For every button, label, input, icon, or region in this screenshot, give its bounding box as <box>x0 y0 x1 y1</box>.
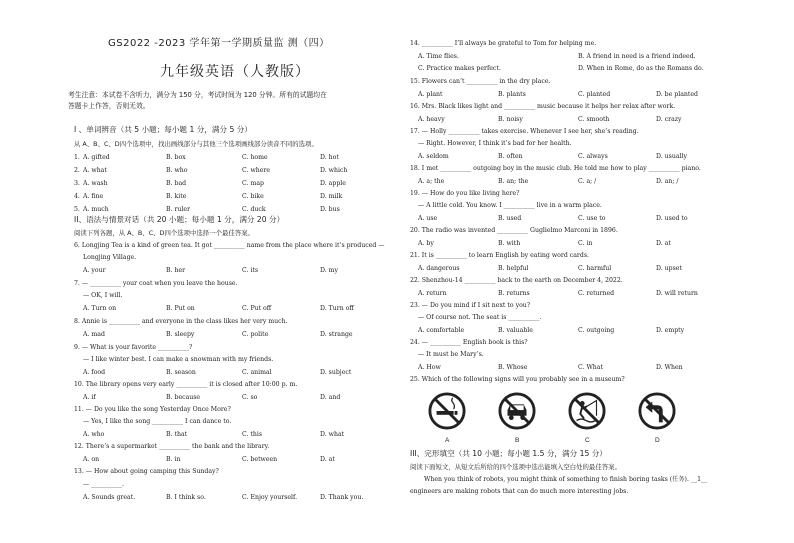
question-6-stem-cont: Longjing Village. <box>83 254 137 261</box>
option-c: C. duck <box>242 206 266 213</box>
question-24-options <box>418 364 736 372</box>
option-d: D. When <box>656 364 683 371</box>
option-b: B. helpful <box>498 265 529 272</box>
option-b: B. used <box>498 215 522 222</box>
option-d: D. at <box>320 456 335 463</box>
option-a: A. How <box>418 364 441 371</box>
option-c: C. Enjoy yourself. <box>242 494 298 501</box>
option-d: D. Turn off <box>320 305 354 312</box>
sign-label-c: C <box>585 437 590 444</box>
question-13-options <box>83 494 403 502</box>
question-23-reply: — Of course not. The seat is __________. <box>418 314 542 321</box>
option-c: C. polite <box>242 331 269 338</box>
option-c: C. planted <box>578 91 611 98</box>
option-c: C. where <box>242 167 271 174</box>
question-8-options <box>83 331 403 339</box>
option-a: A. gifted <box>83 154 110 161</box>
exam-title-line1: GS2022 -2023 学年第一学期质量监 测（四） <box>108 38 330 49</box>
option-c: C. its <box>242 267 259 274</box>
option-d: D. subject <box>320 369 352 376</box>
option-b: B. returns <box>498 290 530 297</box>
option-b: B. Whose <box>498 364 528 371</box>
option-a: A. Turn on <box>83 305 117 312</box>
option-a: A. wash <box>83 180 108 187</box>
question-1: 1. A. gifted B. box C. home D. hot <box>74 154 339 161</box>
question-7-reply: — OK, I will. <box>83 292 123 299</box>
section2-title: II、语法与情景对话（共 20 小题；每小题 1 分，满分 20 分） <box>74 215 285 224</box>
option-b: B. plants <box>498 91 526 98</box>
question-14-stem: 14. __________ I’ll always be grateful to Tom for helping me. <box>410 40 597 47</box>
option-a: A. who <box>83 431 105 438</box>
option-d: D. Thank you. <box>320 494 364 501</box>
question-18-options <box>418 178 736 186</box>
option-b: B. sleepy <box>166 331 195 338</box>
option-d: D. what <box>320 431 345 438</box>
option-d: D. apple <box>320 180 346 187</box>
question-2: 2. A. what B. who C. where D. which <box>74 167 348 174</box>
no-fishing-sign-icon <box>568 392 606 430</box>
question-17-stem: 17. — Holly __________ takes exercise. Whenever I see her, she’s reading. <box>410 128 639 135</box>
question-22-stem: 22. Shenzhou-14 __________ back to the earth on December 4, 2022. <box>410 277 623 284</box>
question-3: 3. A. wash B. bad C. map D. apple <box>74 180 346 187</box>
option-d: D. used to <box>656 215 688 222</box>
question-4: 4. A. fine B. kite C. bike D. milk <box>74 193 343 200</box>
question-21-stem: 21. It is __________ to learn English by eating word cards. <box>410 252 589 259</box>
question-8-stem: 8. Annie is __________ and everyone in the class likes her very much. <box>74 318 288 325</box>
option-c: C. use to <box>578 215 606 222</box>
option-a: A. comfortable <box>418 327 465 334</box>
sign-label-d: D <box>655 437 660 444</box>
question-15-stem: 15. Flowers can’t __________ in the dry place. <box>410 78 551 85</box>
option-d: D. which <box>320 167 348 174</box>
option-c: C. outgoing <box>578 327 615 334</box>
no-cars-sign-icon <box>498 392 536 430</box>
option-d: D. will return <box>656 290 698 297</box>
option-d: D. milk <box>320 193 343 200</box>
question-15-options <box>418 91 736 99</box>
option-c: C. animal <box>242 369 272 376</box>
option-c: C. Practice makes perfect. <box>418 65 501 72</box>
option-b: B. often <box>498 153 523 160</box>
notice-line2: 答题卡上作答，否则无效。 <box>68 102 150 110</box>
question-24-stem: 24. — __________ English book is this? <box>410 339 528 346</box>
option-a: A. your <box>83 267 106 274</box>
question-9-stem: 9. — What is your favorite __________? <box>74 344 193 351</box>
option-b: B. Put on <box>166 305 195 312</box>
option-a: A. heavy <box>418 116 445 123</box>
question-13-reply: — __________. <box>83 481 125 488</box>
option-c: C. a; / <box>578 178 597 185</box>
question-6-stem: 6. Longjing Tea is a kind of green tea. It got __________ name from the place where it’s produced — <box>74 242 385 249</box>
option-c: C. returned <box>578 290 615 297</box>
option-b: B. because <box>166 394 201 401</box>
option-d: D. upset <box>656 265 682 272</box>
exam-title-line2: 九年级英语（人教版） <box>160 64 310 80</box>
option-a: A. Sounds great. <box>83 494 136 501</box>
option-c: C. home <box>242 154 268 161</box>
option-d: D. my <box>320 267 339 274</box>
option-c: C. this <box>242 431 263 438</box>
option-a: A. by <box>418 240 434 247</box>
option-c: C. smooth <box>578 116 610 123</box>
option-a: A. what <box>83 167 107 174</box>
option-b: B. that <box>166 431 188 438</box>
question-10-stem: 10. The library opens very early __________ it is closed after 10:00 p. m. <box>74 381 298 388</box>
question-10-options <box>83 394 403 402</box>
option-c: C. between <box>242 456 278 463</box>
option-c: C. map <box>242 180 264 187</box>
option-b: B. her <box>166 267 186 274</box>
option-d: D. crazy <box>656 116 682 123</box>
option-a: A. food <box>83 369 106 376</box>
question-20-options <box>418 240 736 248</box>
question-11-reply: — Yes, I like the song __________ I can dance to. <box>83 418 232 425</box>
question-17-reply: — Right. However, I think it’s bad for her health. <box>418 140 572 147</box>
section3-title: III、完形填空（共 10 小题；每小题 1.5 分，满分 15 分） <box>410 449 607 458</box>
question-17-options <box>418 153 736 161</box>
option-d: D. and <box>320 394 341 401</box>
passage-line1: When you think of robots, you might think of something to finish boring tasks (任务). __1__ <box>424 476 708 483</box>
section3-instruction: 阅读下面短文，从短文后所给的四个选项中选出能填入空白处的最佳答案。 <box>410 463 621 471</box>
option-b: B. season <box>166 369 196 376</box>
question-18-stem: 18. I met __________ outgoing boy in the music club. He told me how to play __________ piano. <box>410 165 701 172</box>
question-9-reply: — I like winter best. I can make a snowman with my friends. <box>83 356 274 363</box>
option-a: A. use <box>418 215 438 222</box>
option-b: B. A friend in need is a friend indeed. <box>578 53 696 60</box>
option-c: C. in <box>578 240 593 247</box>
question-20-stem: 20. The radio was invented __________ Guglielmo Marconi in 1896. <box>410 227 618 234</box>
option-a: A. mad <box>83 331 105 338</box>
option-b: B. who <box>166 167 188 174</box>
question-11-options <box>83 431 403 439</box>
option-a: A. on <box>83 456 100 463</box>
no-smoking-sign-icon <box>428 392 466 430</box>
question-22-options <box>418 290 736 298</box>
option-d: D. When in Rome, do as the Romans do. <box>578 65 704 72</box>
question-23-stem: 23. — Do you mind if I sit next to you? <box>410 302 531 309</box>
question-19-stem: 19. — How do you like living here? <box>410 190 520 197</box>
question-16-stem: 16. Mrs. Black likes light and __________ music because it helps her relax after work. <box>410 103 676 110</box>
question-19-reply: — A little cold. You know. I __________ live in a warm place. <box>418 202 602 209</box>
option-b: B. in <box>166 456 181 463</box>
question-9-options <box>83 369 403 377</box>
question-25-stem: 25. Which of the following signs will you probably see in a museum? <box>410 376 625 383</box>
option-a: A. a; the <box>418 178 445 185</box>
option-d: D. usually <box>656 153 687 160</box>
question-14-options-ab <box>418 53 736 61</box>
option-d: D. empty <box>656 327 685 334</box>
sign-label-b: B <box>515 437 520 444</box>
question-21-options <box>418 265 736 273</box>
notice-line1: 考生注意：本试卷不含听力，满分为 150 分，考试时间为 120 分钟。所有的试题均在 <box>68 91 327 99</box>
option-d: D. an; / <box>656 178 679 185</box>
question-7-options <box>83 305 403 313</box>
option-a: A. if <box>83 394 96 401</box>
option-b: B. ruler <box>166 206 191 213</box>
question-23-options <box>418 327 736 335</box>
option-d: D. hot <box>320 154 339 161</box>
sign-label-a: A <box>445 437 450 444</box>
option-d: D. be planted <box>656 91 698 98</box>
option-c: C. bike <box>242 193 264 200</box>
option-a: A. Time flies. <box>418 53 459 60</box>
no-left-turn-sign-icon <box>638 392 676 430</box>
question-11-stem: 11. — Do you like the song Yesterday Once More? <box>74 406 231 413</box>
option-a: A. seldom <box>418 153 449 160</box>
option-b: B. with <box>498 240 521 247</box>
option-d: D. bus <box>320 206 340 213</box>
option-c: C. always <box>578 153 608 160</box>
option-d: D. strange <box>320 331 353 338</box>
option-a: A. plant <box>418 91 443 98</box>
section1-title: I 、单词辨音（共 5 小题；每小题 1 分，满分 5 分） <box>74 125 252 134</box>
question-5: 5. A. much B. ruler C. duck D. bus <box>74 206 340 213</box>
option-a: A. dangerous <box>418 265 460 272</box>
option-c: C. so <box>242 394 258 401</box>
question-6-options <box>83 267 403 275</box>
question-7-stem: 7. — __________ your coat when you leave the house. <box>74 280 238 287</box>
question-12-options <box>83 456 403 464</box>
section2-instruction: 阅读下列各题，从 A、B、C、D四个选项中选择一个最佳答案。 <box>74 229 254 237</box>
option-b: B. valuable <box>498 327 533 334</box>
option-d: D. at <box>656 240 671 247</box>
question-14-options-cd <box>418 65 736 73</box>
question-12-stem: 12. There’s a supermarket __________ the bank and the library. <box>74 443 270 450</box>
question-16-options <box>418 116 736 124</box>
option-b: B. I think so. <box>166 494 206 501</box>
option-c: C. harmful <box>578 265 612 272</box>
option-c: C. Put off <box>242 305 272 312</box>
question-24-reply: — It must be Mary’s. <box>418 351 484 358</box>
question-19-options <box>418 215 736 223</box>
option-c: C. What <box>578 364 603 371</box>
option-a: A. return <box>418 290 447 297</box>
passage-line2: engineers are making robots that can do much more interesting jobs. <box>410 488 629 495</box>
option-b: B. noisy <box>498 116 523 123</box>
section1-instruction: 从 A、B、C、D四个选项中，找出画线部分与其他三个选项画线部分读音不同的选项。 <box>74 140 318 148</box>
option-b: B. an; the <box>498 178 529 185</box>
option-a: A. much <box>83 206 109 213</box>
question-13-stem: 13. — How about going camping this Sunday? <box>74 468 219 475</box>
option-a: A. fine <box>83 193 104 200</box>
option-b: B. kite <box>166 193 187 200</box>
option-b: B. box <box>166 154 186 161</box>
option-b: B. bad <box>166 180 187 187</box>
